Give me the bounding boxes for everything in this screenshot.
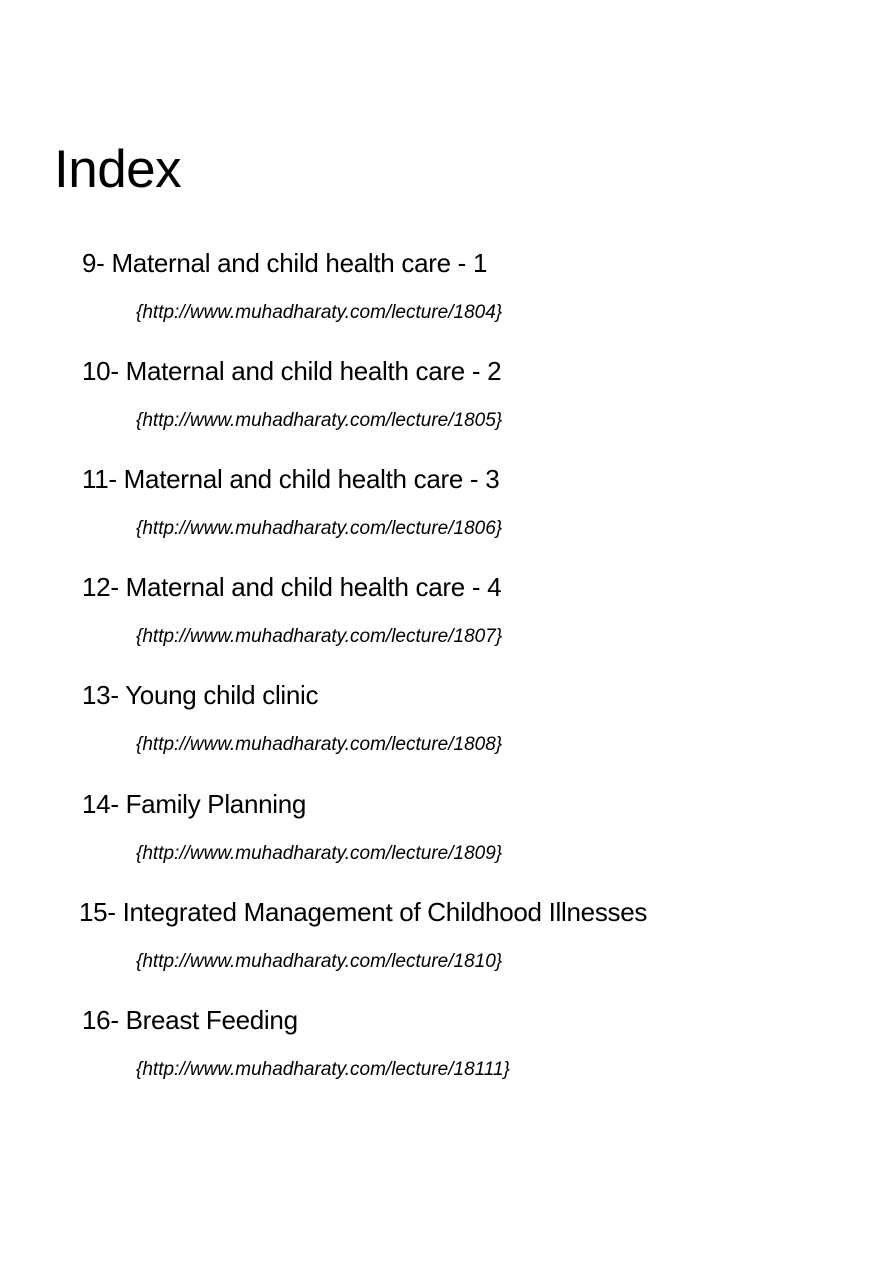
entry-title: 10- Maternal and child health care - 2	[82, 356, 502, 386]
entry-title: 11- Maternal and child health care - 3	[82, 464, 500, 494]
entry-link[interactable]: {http://www.muhadharaty.com/lecture/1807}	[136, 626, 503, 647]
entry-link[interactable]: {http://www.muhadharaty.com/lecture/1805}	[136, 410, 503, 431]
index-entry	[0, 355, 893, 455]
entry-link[interactable]: {http://www.muhadharaty.com/lecture/1810}	[136, 951, 503, 972]
entry-link[interactable]: {http://www.muhadharaty.com/lecture/1809}	[136, 843, 503, 864]
entry-title: 13- Young child clinic	[82, 680, 319, 710]
entry-title: 9- Maternal and child health care - 1	[82, 248, 488, 278]
entry-link[interactable]: {http://www.muhadharaty.com/lecture/1808}	[136, 734, 503, 755]
index-entry	[0, 1004, 893, 1104]
entry-link[interactable]: {http://www.muhadharaty.com/lecture/1804}	[136, 302, 503, 323]
entry-title: 16- Breast Feeding	[82, 1005, 298, 1035]
entry-title: 14- Family Planning	[82, 789, 307, 819]
index-entry	[0, 463, 893, 563]
page-title: Index	[54, 140, 182, 199]
index-entry	[0, 247, 893, 347]
entry-title: 15- Integrated Management of Childhood Illnesses	[79, 897, 648, 927]
index-entry	[0, 788, 893, 888]
entry-link[interactable]: {http://www.muhadharaty.com/lecture/18111}	[136, 1059, 510, 1080]
index-entry	[0, 679, 893, 779]
entry-title: 12- Maternal and child health care - 4	[82, 572, 502, 602]
index-entry	[0, 896, 893, 996]
index-entry	[0, 571, 893, 671]
entry-link[interactable]: {http://www.muhadharaty.com/lecture/1806}	[136, 518, 503, 539]
